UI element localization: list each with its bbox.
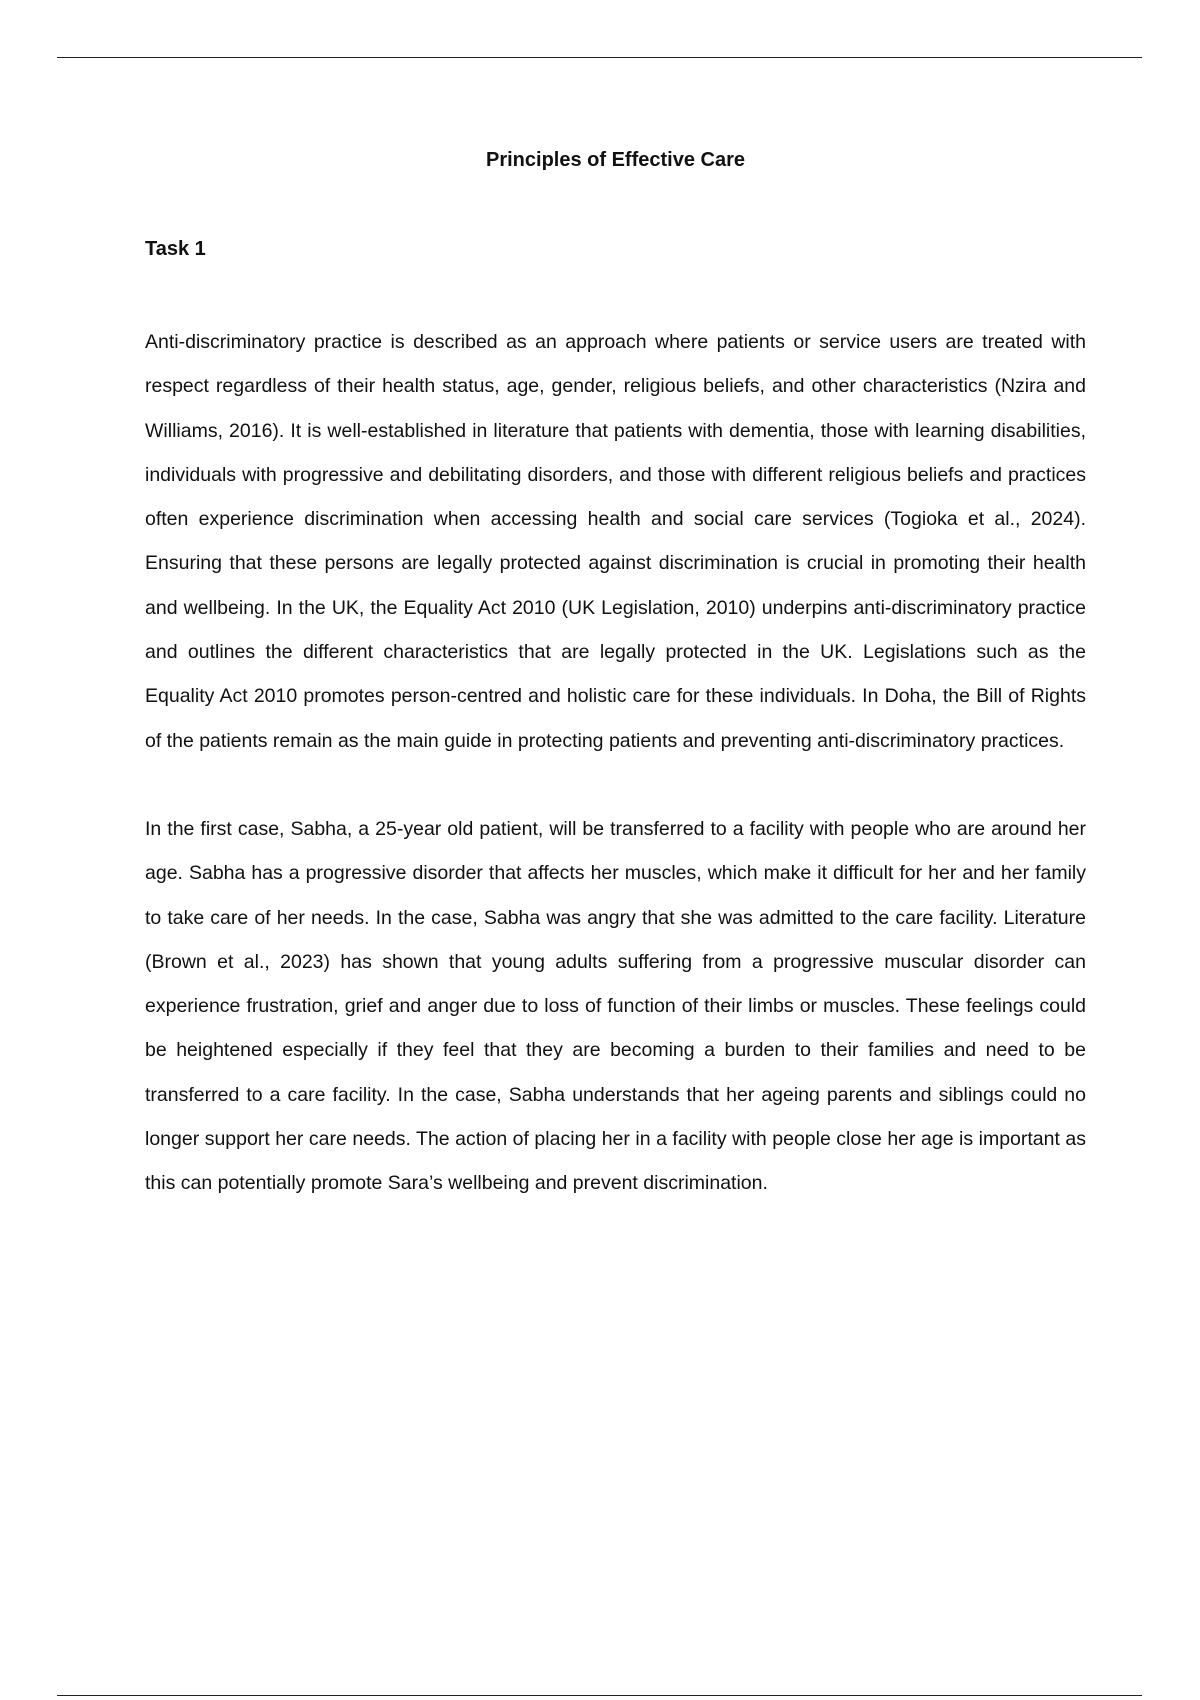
body-text [145,320,1086,1206]
section-heading: Task 1 [145,238,206,260]
paragraph-first-case: In the first case, Sabha, a 25-year old patient, will be transferred to a facility with people who are around her age. Sabha has a progressive disorder that affects her muscles, which make it difficult for her and her family to take care of her needs. In the case, Sabha was angry that she was admitted to the care facility. Literature (Brown et al., 2023) has shown that young adults suffering from a progressive muscular disorder can experience frustration, grief and anger due to loss of function of their limbs or muscles. These feelings could be heightened especially if they feel that they are becoming a burden to their families and need to be transferred to a care facility. In the case, Sabha understands that her ageing parents and siblings could no longer support her care needs. The action of placing her in a facility with people close her age is important as this can potentially promote Sara’s wellbeing and prevent discrimination. [145,817,1086,1195]
header-rule [57,57,1142,58]
footer-rule [57,1695,1142,1696]
document-title: Principles of Effective Care [486,149,745,171]
paragraph-anti-discriminatory-practice: Anti-discriminatory practice is described as an approach where patients or service users are treated with respect regardless of their health status, age, gender, religious beliefs, and other characteristics (Nzira and Williams, 2016). It is well-established in literature that patients with dementia, those with learning disabilities, individuals with progressive and debilitating disorders, and those with different religious beliefs and practices often experience discrimination when accessing health and social care services (Togioka et al., 2024). Ensuring that these persons are legally protected against discrimination is crucial in promoting their health and wellbeing. In the UK, the Equality Act 2010 (UK Legislation, 2010) underpins anti-discriminatory practice and outlines the different characteristics that are legally protected in the UK. Legislations such as the Equality Act 2010 promotes person-centred and holistic care for these individuals. In Doha, the Bill of Rights of the patients remain as the main guide in protecting patients and preventing anti-discriminatory practices. [145,331,1086,752]
